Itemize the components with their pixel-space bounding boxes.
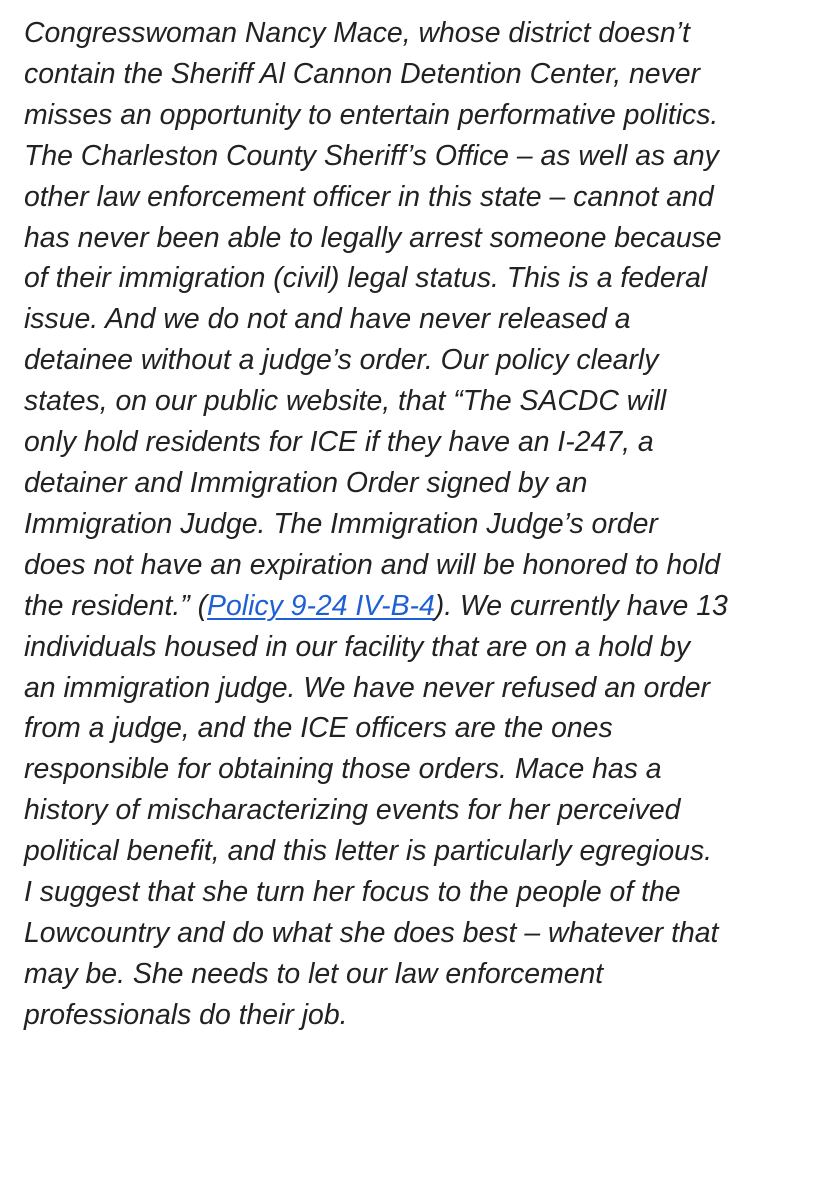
text-line: detainee without a judge’s order. Our policy clearly [24, 344, 659, 377]
text-line: The Charleston County Sheriff’s Office – as well as any [24, 139, 719, 172]
policy-link[interactable]: Policy 9-24 IV-B-4 [207, 589, 435, 622]
text-line-with-link [24, 586, 814, 627]
text-line: Immigration Judge. The Immigration Judge’s order [24, 507, 658, 540]
text-line: misses an opportunity to entertain performative politics. [24, 98, 719, 131]
text-line: has never been able to legally arrest someone because [24, 221, 722, 254]
text-line: history of mischaracterizing events for her perceived [24, 794, 681, 827]
text-line: detainer and Immigration Order signed by an [24, 466, 588, 499]
text-line: states, on our public website, that “The SACDC will [24, 385, 667, 418]
text-line: from a judge, and the ICE officers are the ones [24, 712, 613, 745]
text-line: does not have an expiration and will be honored to hold [24, 548, 721, 581]
text-line: professionals do their job. [24, 998, 348, 1031]
text-line: of their immigration (civil) legal status. This is a federal [24, 262, 708, 295]
text-line: I suggest that she turn her focus to the people of the [24, 876, 681, 909]
text-line: responsible for obtaining those orders. Mace has a [24, 753, 662, 786]
text-line: may be. She needs to let our law enforcement [24, 957, 604, 990]
text-line: individuals housed in our facility that are on a hold by [24, 630, 691, 663]
link-prefix-text: the resident.” ( [24, 589, 208, 622]
text-line: Congresswoman Nancy Mace, whose district doesn’t [24, 17, 690, 49]
text-line: contain the Sheriff Al Cannon Detention Center, never [24, 57, 701, 90]
text-line: only hold residents for ICE if they have an I-247, a [24, 426, 654, 459]
text-line: Lowcountry and do what she does best – whatever that [24, 916, 719, 949]
text-line: issue. And we do not and have never released a [24, 303, 631, 336]
text-line: other law enforcement officer in this state – cannot and [24, 180, 714, 213]
link-suffix-text: ). We currently have 13 [434, 589, 728, 622]
text-line: an immigration judge. We have never refused an order [24, 671, 710, 704]
text-line: political benefit, and this letter is particularly egregious. [24, 835, 713, 868]
statement-text [24, 13, 814, 1036]
